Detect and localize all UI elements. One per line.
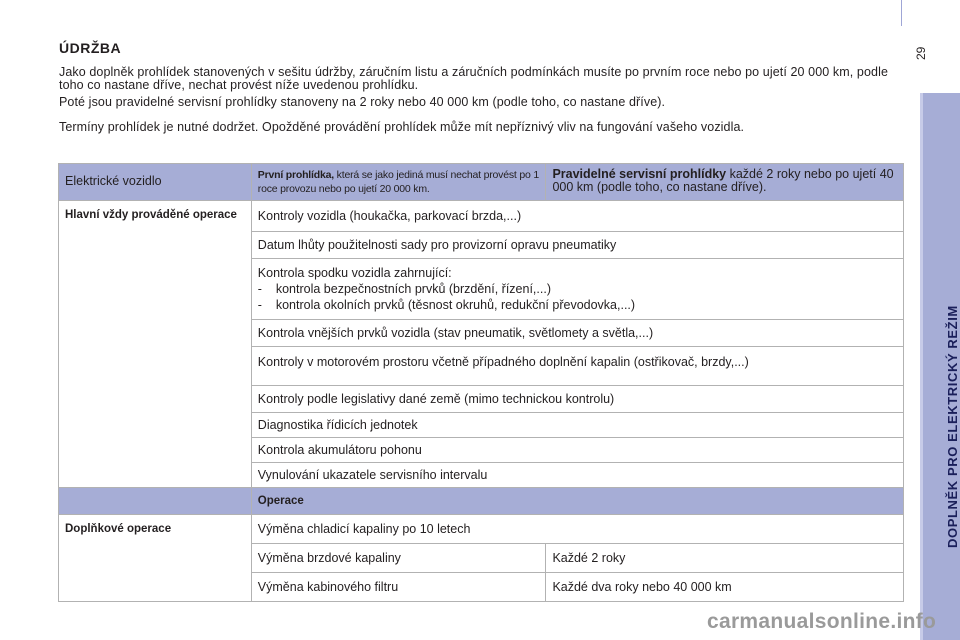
- table-cell: Vynulování ukazatele servisního intervalu: [251, 463, 903, 488]
- top-rule: [901, 0, 902, 26]
- header-regular-service-cell: [546, 164, 904, 201]
- table-cell: Datum lhůty použitelnosti sady pro provizorní opravu pneumatiky: [251, 232, 903, 259]
- header-regular-service-title: Pravidelné servisní prohlídky: [552, 167, 727, 181]
- watermark: carmanualsonline.info: [707, 610, 937, 633]
- header-first-inspection-text: která se jako jediná musí nechat provést po 1 roce provozu nebo po ujetí 20 000 km.: [257, 169, 539, 195]
- underbody-item: - kontrola okolních prvků (těsnost okruhů, redukční převodovka,...): [257, 298, 636, 312]
- header-first-inspection-cell: [251, 164, 546, 201]
- table-row: [59, 201, 904, 232]
- table-cell: Kontroly podle legislativy dané země (mimo technickou kontrolu): [251, 386, 903, 413]
- main-operations-text: Hlavní vždy prováděné operace: [65, 209, 237, 221]
- underbody-item: - kontrola bezpečnostních prvků (brzdění, řízení,...): [257, 282, 551, 296]
- underbody-check-title: Kontrola spodku vozidla zahrnující:: [257, 266, 452, 280]
- table-header-row: [59, 164, 904, 201]
- header-regular-service-text: každé 2 roky nebo po ujetí 40 000 km (podle toho, co nastane dříve).: [552, 167, 894, 194]
- page-number: 29: [914, 46, 928, 60]
- table-row: [59, 515, 904, 544]
- table-cell: Výměna brzdové kapaliny: [251, 544, 546, 573]
- maintenance-table: [58, 163, 904, 602]
- sidebar-edge: [920, 93, 923, 640]
- header-vehicle-label: Elektrické vozidlo: [65, 174, 162, 188]
- table-cell-interval: Každé 2 roky: [546, 544, 904, 573]
- operations-header-row: [59, 488, 904, 515]
- operations-header: Operace: [251, 488, 903, 515]
- table-cell: Diagnostika řídicích jednotek: [251, 413, 903, 438]
- extra-operations-label: Doplňkové operace: [59, 515, 252, 602]
- table-cell: Kontroly v motorovém prostoru včetně případného doplnění kapalin (ostřikovač, brzdy,...): [251, 347, 903, 386]
- table-cell-interval: Každé dva roky nebo 40 000 km: [546, 573, 904, 602]
- header-first-inspection-title: První prohlídka,: [257, 169, 334, 181]
- sidebar-chapter-title: DOPLNĚK PRO ELEKTRICKÝ REŽIM: [945, 305, 960, 548]
- underbody-check-cell: [251, 259, 903, 320]
- page-title: ÚDRŽBA: [59, 40, 122, 56]
- table-cell: Výměna chladicí kapaliny po 10 letech: [251, 515, 903, 544]
- header-vehicle-cell: [59, 164, 252, 201]
- intro-paragraph-3: Termíny prohlídek je nutné dodržet. Opožděné provádění prohlídek může mít nepříznivý vliv na fungování vašeho vozidla.: [59, 120, 745, 134]
- main-operations-label: [59, 201, 252, 488]
- table-cell: Výměna kabinového filtru: [251, 573, 546, 602]
- table-cell: Kontrola akumulátoru pohonu: [251, 438, 903, 463]
- table-cell: Kontrola vnějších prvků vozidla (stav pneumatik, světlomety a světla,...): [251, 320, 903, 347]
- intro-paragraph-2: Poté jsou pravidelné servisní prohlídky stanoveny na 2 roky nebo 40 000 km (podle toho, co nastane dříve).: [59, 95, 666, 109]
- table-cell: Kontroly vozidla (houkačka, parkovací brzda,...): [251, 201, 903, 232]
- intro-paragraph-1: Jako doplněk prohlídek stanovených v sešitu údržby, záručním listu a záručních podmínkách musíte po prvním roce nebo po ujetí 20 000 km, podle toho co nastane dříve, nechat provést níže uvedenou prohlídku.: [59, 65, 888, 92]
- operations-header-empty: [59, 488, 252, 515]
